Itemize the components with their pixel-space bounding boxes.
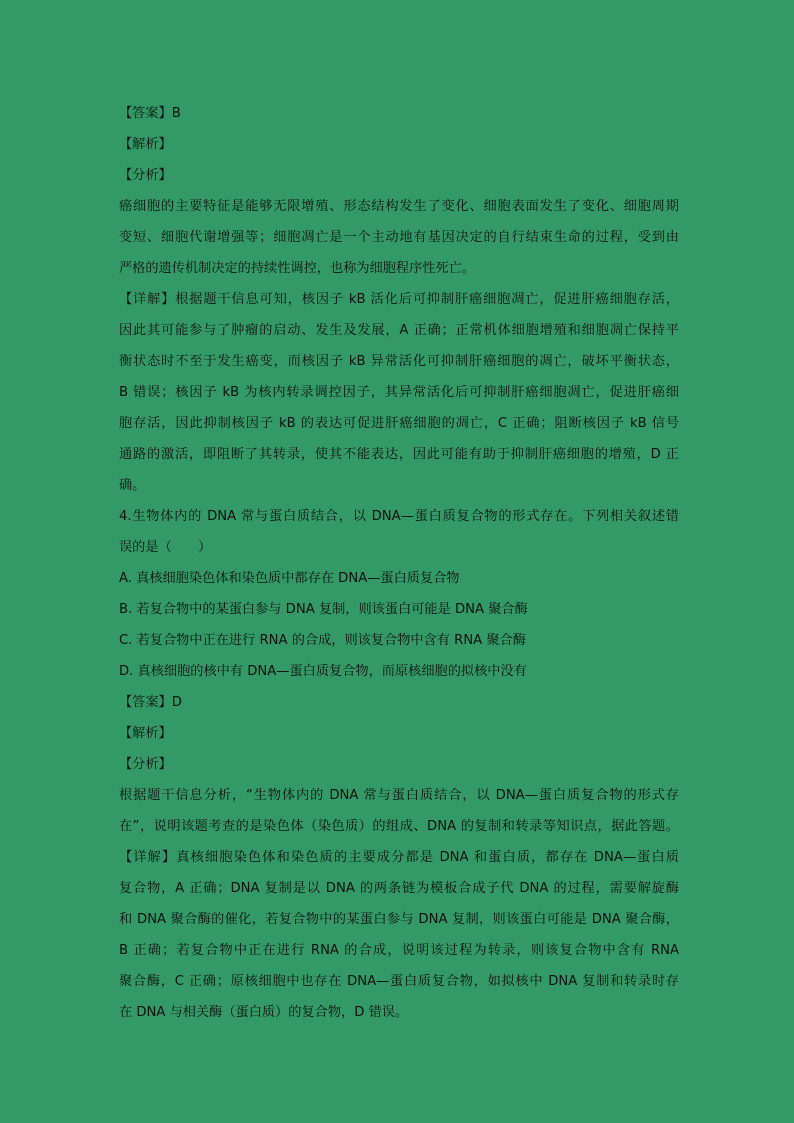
- text-line: 通路的激活，即阻断了其转录，使其不能表达，因此可能有助于抑制肝癌细胞的增殖，D 正: [119, 447, 679, 462]
- text-line: D. 真核细胞的核中有 DNA—蛋白质复合物，而原核细胞的拟核中没有: [119, 664, 527, 679]
- text-line: 【分析】: [119, 757, 172, 772]
- text-line: 4.生物体内的 DNA 常与蛋白质结合，以 DNA—蛋白质复合物的形式存在。下列相关叙述错: [119, 509, 679, 524]
- text-line: 变短、细胞代谢增强等；细胞凋亡是一个主动地有基因决定的自行结束生命的过程，受到由: [119, 230, 679, 245]
- text-line: 【详解】真核细胞染色体和染色质的主要成分都是 DNA 和蛋白质，都存在 DNA—蛋白质: [119, 850, 679, 865]
- text-line: 【解析】: [119, 726, 172, 741]
- text-line: 严格的遗传机制决定的持续性调控，也称为细胞程序性死亡。: [119, 261, 476, 276]
- text-line: 复合物，A 正确；DNA 复制是以 DNA 的两条链为模板合成子代 DNA 的过程，需要解旋酶: [119, 881, 679, 896]
- text-line: C. 若复合物中正在进行 RNA 的合成，则该复合物中含有 RNA 聚合酶: [119, 633, 526, 648]
- text-line: 胞存活，因此抑制核因子 kB 的表达可促进肝癌细胞的凋亡，C 正确；阻断核因子 kB 信号: [119, 416, 679, 431]
- text-line: 【答案】D: [119, 695, 182, 710]
- text-line: 衡状态时不至于发生癌变，而核因子 kB 异常活化可抑制肝癌细胞的凋亡，破坏平衡状态，: [119, 354, 679, 369]
- text-line: B. 若复合物中的某蛋白参与 DNA 复制，则该蛋白可能是 DNA 聚合酶: [119, 602, 528, 617]
- text-line: 【解析】: [119, 137, 172, 152]
- text-line: 误的是（ ）: [119, 540, 212, 555]
- text-line: B 正确；若复合物中正在进行 RNA 的合成，说明该过程为转录，则该复合物中含有 RNA: [119, 943, 679, 958]
- text-line: 和 DNA 聚合酶的催化，若复合物中的某蛋白参与 DNA 复制，则该蛋白可能是 DNA 聚合酶，: [119, 912, 679, 927]
- text-line: 在 DNA 与相关酶（蛋白质）的复合物，D 错误。: [119, 1005, 409, 1020]
- text-line: 聚合酶，C 正确；原核细胞中也存在 DNA—蛋白质复合物，如拟核中 DNA 复制和转录时存: [119, 974, 679, 989]
- text-line: 【分析】: [119, 168, 172, 183]
- text-line: 根据题干信息分析，“生物体内的 DNA 常与蛋白质结合，以 DNA—蛋白质复合物的形式存: [119, 788, 679, 803]
- text-line: A. 真核细胞染色体和染色质中都存在 DNA—蛋白质复合物: [119, 571, 460, 586]
- text-line: 【详解】根据题干信息可知，核因子 kB 活化后可抑制肝癌细胞凋亡，促进肝癌细胞存活，: [119, 292, 679, 307]
- text-line: 确。: [119, 478, 146, 493]
- text-line: B 错误；核因子 kB 为核内转录调控因子，其异常活化后可抑制肝癌细胞凋亡，促进肝癌细: [119, 385, 679, 400]
- text-line: 癌细胞的主要特征是能够无限增殖、形态结构发生了变化、细胞表面发生了变化、细胞周期: [119, 199, 679, 214]
- document-page: [119, 98, 679, 1028]
- text-line: 因此其可能参与了肿瘤的启动、发生及发展，A 正确；正常机体细胞增殖和细胞凋亡保持平: [119, 323, 679, 338]
- text-line: 在”，说明该题考查的是染色体（染色质）的组成、DNA 的复制和转录等知识点，据此答题。: [119, 819, 679, 834]
- text-line: 【答案】B: [119, 106, 181, 121]
